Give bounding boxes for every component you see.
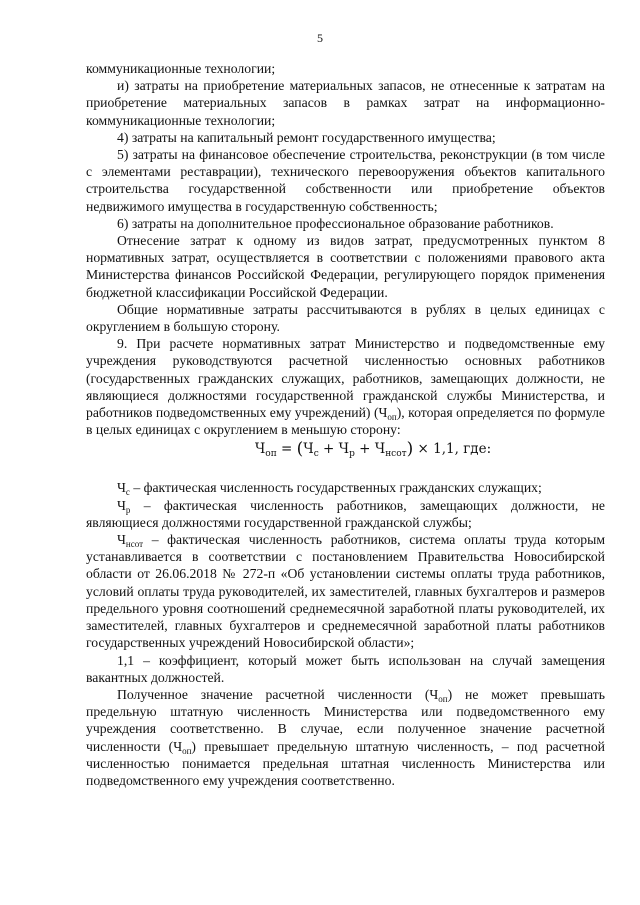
paragraph-classification: Отнесение затрат к одному из видов затрат, предусмотренных пунктом 8 нормативных затрат, осуществляется в соответствии с положениями правового акта Министерства финансов Российской Федерации, регулирующего порядок применения бюджетной классификации Российской Федерации. bbox=[86, 233, 605, 300]
formula-plus-1: + bbox=[318, 441, 339, 458]
formula-term-1: Ч bbox=[303, 441, 314, 458]
formula-plus-2: + bbox=[354, 441, 375, 458]
paragraph-9-text-end: ), которая определяется по формуле в целых единицах с округлением в меньшую сторону: bbox=[86, 405, 606, 438]
paragraph-rounding: Общие нормативные затраты рассчитываются в рублях в целых единицах с округлением в большую сторону. bbox=[86, 301, 605, 335]
definition-chr bbox=[86, 497, 605, 531]
definition-symbol: Ч bbox=[117, 480, 126, 496]
formula-lhs: Ч bbox=[254, 441, 266, 458]
formula-term-1-sub: с bbox=[313, 449, 319, 460]
formula-eq: = bbox=[276, 441, 297, 458]
definition-symbol: Ч bbox=[117, 532, 126, 548]
paragraph-limit bbox=[86, 686, 605, 789]
document-body bbox=[86, 60, 605, 789]
paragraph-i: и) затраты на приобретение материальных запасов, не отнесенные к затратам на приобретение материальных запасов в рамках затрат на информационно-коммуникационные технологии; bbox=[86, 78, 605, 128]
paragraph-9-subscript: оп bbox=[387, 412, 397, 423]
definition-subscript: р bbox=[125, 504, 131, 515]
definition-text: – фактическая численность работников, замещающих должности, не являющиеся должностями государственной гражданской службы; bbox=[86, 497, 605, 530]
page-number: 5 bbox=[317, 31, 323, 45]
definition-symbol: Ч bbox=[117, 497, 126, 513]
paragraph-limit-sub-1: оп bbox=[438, 693, 448, 704]
formula bbox=[141, 439, 605, 479]
formula-paren-open: ( bbox=[296, 439, 304, 460]
definition-text: – фактическая численность государственных гражданских служащих; bbox=[129, 480, 542, 496]
paragraph-limit-text-3: ) превышает предельную штатную численность, – под расчетной численностью понимается предельная штатная численность Министерства или подведомственного ему учреждения соответственно. bbox=[86, 738, 605, 788]
paragraph-coefficient: 1,1 – коэффициент, который может быть использован на случай замещения вакантных должностей. bbox=[86, 652, 605, 685]
paragraph-limit-text: Полученное значение расчетной численности (Ч bbox=[117, 686, 439, 702]
formula-term-3-sub: нсот bbox=[385, 449, 407, 460]
paragraph-limit-sub-2: оп bbox=[182, 745, 192, 756]
definition-chnsot bbox=[86, 531, 605, 651]
paragraph-0: коммуникационные технологии; bbox=[86, 61, 276, 76]
formula-tail: × 1,1, где: bbox=[413, 441, 492, 458]
paragraph-9 bbox=[86, 335, 605, 438]
definition-subscript: нсот bbox=[125, 539, 144, 550]
formula-lhs-sub: оп bbox=[265, 449, 277, 460]
paragraph-6: 6) затраты на дополнительное профессиональное образование работников. bbox=[117, 215, 554, 231]
formula-term-2-sub: р bbox=[349, 449, 355, 460]
paragraph-5: 5) затраты на финансовое обеспечение строительства, реконструкции (в том числе с элементами реставрации), технического перевооружения объектов капитального строительства государственной собственности или приобретение объектов недвижимого имущества в государственную собственность; bbox=[86, 147, 605, 214]
paragraph-limit-text-2: ) не может превышать предельную штатную численность Министерства или подведомственного ему учреждения соответственно. В случае, если полученное значение расчетной численности (Ч bbox=[86, 686, 606, 754]
definition-text: – фактическая численность работников, система оплаты труда которым устанавливается в соответствии с постановлением Правительства Новосибирской области от 26.06.2018 № 272-п «Об установлении системы оплаты труда работников, условий оплаты труда руководителей, их заместителей, главных бухгалтеров и размеров предельного уровня соотношений среднемесячной заработной платы руководителей, их заместителей, главных бухгалтеров и среднемесячной заработной платы работников государственных учреждений Новосибирской области»; bbox=[86, 532, 605, 651]
paragraph-4: 4) затраты на капитальный ремонт государственного имущества; bbox=[117, 129, 496, 145]
formula-term-3: Ч bbox=[374, 441, 386, 458]
definition-chs bbox=[86, 479, 605, 496]
definition-subscript: с bbox=[125, 487, 130, 498]
paragraph-9-text: 9. При расчете нормативных затрат Министерство и подведомственные ему учреждения руководствуются расчетной численностью основных работников (государственных гражданских служащих, работников, замещающих должности, не являющиеся должностями государственной гражданской службы Министерства, и работников подведомственных ему учреждений) (Ч bbox=[86, 336, 605, 421]
formula-paren-close: ) bbox=[406, 439, 414, 460]
formula-term-2: Ч bbox=[338, 441, 350, 458]
